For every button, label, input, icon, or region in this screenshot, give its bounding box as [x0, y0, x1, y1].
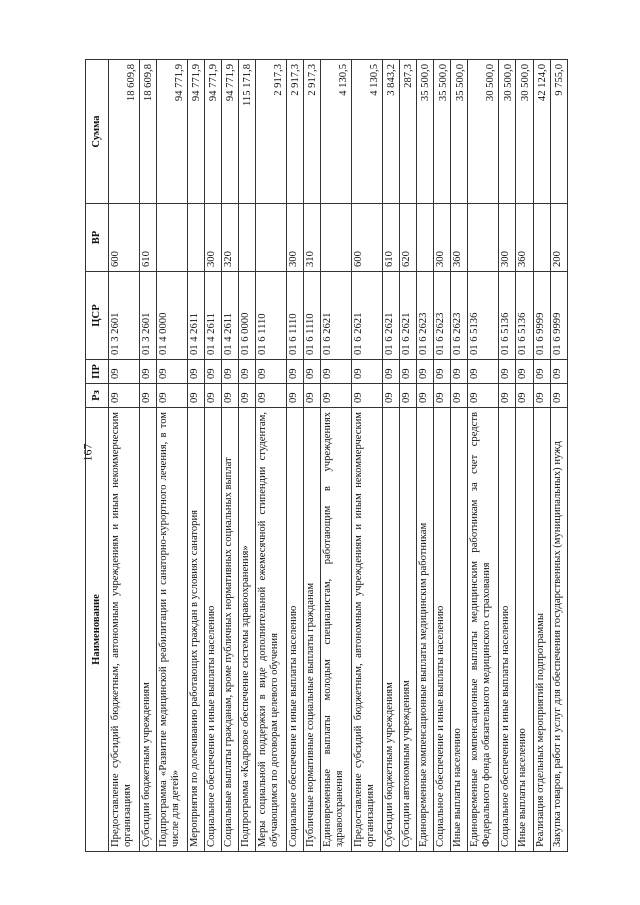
cell-sum: 2 917,3	[287, 60, 304, 204]
cell-rz: 09	[516, 384, 533, 408]
header-sum: Сумма	[86, 60, 109, 204]
cell-csr: 01 6 1110	[287, 272, 304, 360]
cell-name: Мероприятия по долечиванию работающих граждан в условиях санатория	[187, 408, 204, 852]
cell-sum: 4 130,5	[321, 60, 352, 204]
cell-pr: 09	[256, 360, 287, 384]
cell-rz: 09	[352, 384, 383, 408]
cell-sum: 30 500,0	[499, 60, 516, 204]
cell-sum: 115 171,8	[239, 60, 256, 204]
cell-name: Меры социальной поддержки в виде дополнительной ежемесячной стипендии студентам, обучающимся по договорам целевого обучения	[256, 408, 287, 852]
table-row	[321, 60, 352, 852]
cell-pr: 09	[382, 360, 399, 384]
page-number: 167	[80, 443, 95, 462]
cell-sum: 42 124,0	[533, 60, 550, 204]
cell-name: Социальное обеспечение и иные выплаты населению	[204, 408, 221, 852]
cell-vr	[417, 204, 434, 272]
cell-name: Предоставление субсидий бюджетным, автономным учреждениям и иным некоммерческим организациям	[109, 408, 140, 852]
cell-pr: 09	[352, 360, 383, 384]
cell-rz: 09	[109, 384, 140, 408]
cell-csr: 01 6 2621	[352, 272, 383, 360]
cell-pr: 09	[550, 360, 567, 384]
cell-name: Публичные нормативные социальные выплаты гражданам	[304, 408, 321, 852]
cell-csr: 01 6 2623	[417, 272, 434, 360]
cell-sum: 4 130,5	[352, 60, 383, 204]
cell-pr: 09	[221, 360, 238, 384]
cell-pr: 09	[304, 360, 321, 384]
cell-sum: 94 771,9	[221, 60, 238, 204]
table-row	[139, 60, 156, 852]
cell-csr: 01 4 2611	[187, 272, 204, 360]
cell-rz: 09	[239, 384, 256, 408]
cell-vr: 300	[499, 204, 516, 272]
table-row	[239, 60, 256, 852]
cell-name: Подпрограмма «Кадровое обеспечение системы здравоохранения»	[239, 408, 256, 852]
cell-sum: 3 843,2	[382, 60, 399, 204]
table-row	[417, 60, 434, 852]
cell-sum: 35 500,0	[451, 60, 468, 204]
cell-pr: 09	[468, 360, 499, 384]
cell-csr: 01 6 5136	[468, 272, 499, 360]
cell-vr: 610	[139, 204, 156, 272]
table-row	[187, 60, 204, 852]
budget-table	[85, 59, 568, 852]
table-row	[533, 60, 550, 852]
cell-vr	[187, 204, 204, 272]
cell-csr: 01 6 2621	[399, 272, 416, 360]
header-vr: ВР	[86, 204, 109, 272]
cell-name: Социальные выплаты гражданам, кроме публичных нормативных социальных выплат	[221, 408, 238, 852]
cell-csr: 01 6 2623	[434, 272, 451, 360]
cell-pr: 09	[156, 360, 187, 384]
cell-rz: 09	[468, 384, 499, 408]
cell-csr: 01 3 2601	[109, 272, 140, 360]
cell-csr: 01 6 2621	[382, 272, 399, 360]
cell-rz: 09	[434, 384, 451, 408]
cell-vr: 360	[516, 204, 533, 272]
cell-vr: 200	[550, 204, 567, 272]
cell-csr: 01 6 0000	[239, 272, 256, 360]
cell-rz: 09	[417, 384, 434, 408]
table-row	[399, 60, 416, 852]
cell-rz: 09	[156, 384, 187, 408]
table-row	[256, 60, 287, 852]
cell-name: Социальное обеспечение и иные выплаты населению	[434, 408, 451, 852]
cell-csr: 01 4 2611	[204, 272, 221, 360]
cell-pr: 09	[287, 360, 304, 384]
table-row	[221, 60, 238, 852]
cell-sum: 9 755,0	[550, 60, 567, 204]
table-row	[352, 60, 383, 852]
cell-rz: 09	[287, 384, 304, 408]
table-header-row	[86, 60, 109, 852]
cell-vr: 320	[221, 204, 238, 272]
cell-vr: 300	[287, 204, 304, 272]
cell-rz: 09	[451, 384, 468, 408]
cell-rz: 09	[204, 384, 221, 408]
cell-rz: 09	[187, 384, 204, 408]
header-csr: ЦСР	[86, 272, 109, 360]
cell-sum: 94 771,9	[156, 60, 187, 204]
cell-pr: 09	[499, 360, 516, 384]
cell-vr: 620	[399, 204, 416, 272]
cell-rz: 09	[499, 384, 516, 408]
cell-csr: 01 6 2623	[451, 272, 468, 360]
table-row	[287, 60, 304, 852]
cell-vr	[256, 204, 287, 272]
cell-pr: 09	[239, 360, 256, 384]
cell-name: Социальное обеспечение и иные выплаты населению	[499, 408, 516, 852]
cell-csr: 01 3 2601	[139, 272, 156, 360]
header-name: Наименование	[86, 408, 109, 852]
table-row	[516, 60, 533, 852]
cell-rz: 09	[321, 384, 352, 408]
cell-csr: 01 6 9999	[533, 272, 550, 360]
table-row	[304, 60, 321, 852]
cell-sum: 94 771,9	[204, 60, 221, 204]
cell-vr	[156, 204, 187, 272]
table-row	[451, 60, 468, 852]
cell-vr: 360	[451, 204, 468, 272]
cell-rz: 09	[533, 384, 550, 408]
table-row	[499, 60, 516, 852]
table-row	[109, 60, 140, 852]
cell-name: Единовременные компенсационные выплаты медицинским работникам за счет средств Федерального фонда обязательного медицинского страхования	[468, 408, 499, 852]
cell-pr: 09	[109, 360, 140, 384]
cell-pr: 09	[533, 360, 550, 384]
cell-csr: 01 6 2621	[321, 272, 352, 360]
table-row	[468, 60, 499, 852]
cell-pr: 09	[434, 360, 451, 384]
cell-rz: 09	[382, 384, 399, 408]
cell-name: Субсидии бюджетным учреждениям	[139, 408, 156, 852]
cell-rz: 09	[399, 384, 416, 408]
cell-vr: 610	[382, 204, 399, 272]
table-row	[204, 60, 221, 852]
cell-csr: 01 6 5136	[516, 272, 533, 360]
budget-table-rotated	[85, 60, 568, 852]
header-pr: ПР	[86, 360, 109, 384]
cell-sum: 287,3	[399, 60, 416, 204]
cell-csr: 01 6 5136	[499, 272, 516, 360]
cell-name: Единовременные компенсационные выплаты медицинским работникам	[417, 408, 434, 852]
cell-vr	[533, 204, 550, 272]
cell-rz: 09	[221, 384, 238, 408]
table-body	[109, 60, 568, 852]
cell-rz: 09	[550, 384, 567, 408]
cell-vr	[239, 204, 256, 272]
cell-pr: 09	[187, 360, 204, 384]
cell-csr: 01 6 1110	[304, 272, 321, 360]
cell-vr: 600	[109, 204, 140, 272]
cell-rz: 09	[256, 384, 287, 408]
cell-sum: 35 500,0	[417, 60, 434, 204]
cell-pr: 09	[451, 360, 468, 384]
cell-sum: 35 500,0	[434, 60, 451, 204]
cell-vr	[321, 204, 352, 272]
cell-pr: 09	[139, 360, 156, 384]
cell-sum: 2 917,3	[304, 60, 321, 204]
cell-csr: 01 6 1110	[256, 272, 287, 360]
cell-pr: 09	[516, 360, 533, 384]
cell-vr: 600	[352, 204, 383, 272]
cell-vr: 300	[434, 204, 451, 272]
cell-name: Реализация отдельных мероприятий подпрограммы	[533, 408, 550, 852]
cell-csr: 01 4 2611	[221, 272, 238, 360]
cell-name: Единовременные выплаты молодым специалистам, работающим в учреждениях здравоохранения	[321, 408, 352, 852]
cell-name: Предоставление субсидий бюджетным, автономным учреждениям и иным некоммерческим организациям	[352, 408, 383, 852]
table-row	[156, 60, 187, 852]
table-row	[434, 60, 451, 852]
cell-name: Иные выплаты населению	[516, 408, 533, 852]
cell-rz: 09	[139, 384, 156, 408]
table-row	[550, 60, 567, 852]
cell-vr	[468, 204, 499, 272]
cell-sum: 94 771,9	[187, 60, 204, 204]
cell-name: Иные выплаты населению	[451, 408, 468, 852]
cell-pr: 09	[204, 360, 221, 384]
table-row	[382, 60, 399, 852]
cell-sum: 18 609,8	[109, 60, 140, 204]
cell-name: Субсидии автономным учреждениям	[399, 408, 416, 852]
cell-csr: 01 4 0000	[156, 272, 187, 360]
cell-pr: 09	[417, 360, 434, 384]
cell-name: Подпрограмма «Развитие медицинской реабилитации и санаторно-курортного лечения, в том числе для детей»	[156, 408, 187, 852]
cell-pr: 09	[399, 360, 416, 384]
cell-name: Субсидии бюджетным учреждениям	[382, 408, 399, 852]
cell-name: Закупка товаров, работ и услуг для обеспечения государственных (муниципальных) нужд	[550, 408, 567, 852]
cell-rz: 09	[304, 384, 321, 408]
cell-sum: 30 500,0	[516, 60, 533, 204]
cell-csr: 01 6 9999	[550, 272, 567, 360]
cell-pr: 09	[321, 360, 352, 384]
cell-sum: 18 609,8	[139, 60, 156, 204]
cell-sum: 2 917,3	[256, 60, 287, 204]
cell-sum: 30 500,0	[468, 60, 499, 204]
cell-vr: 310	[304, 204, 321, 272]
header-rz: Рз	[86, 384, 109, 408]
cell-vr: 300	[204, 204, 221, 272]
cell-name: Социальное обеспечение и иные выплаты населению	[287, 408, 304, 852]
